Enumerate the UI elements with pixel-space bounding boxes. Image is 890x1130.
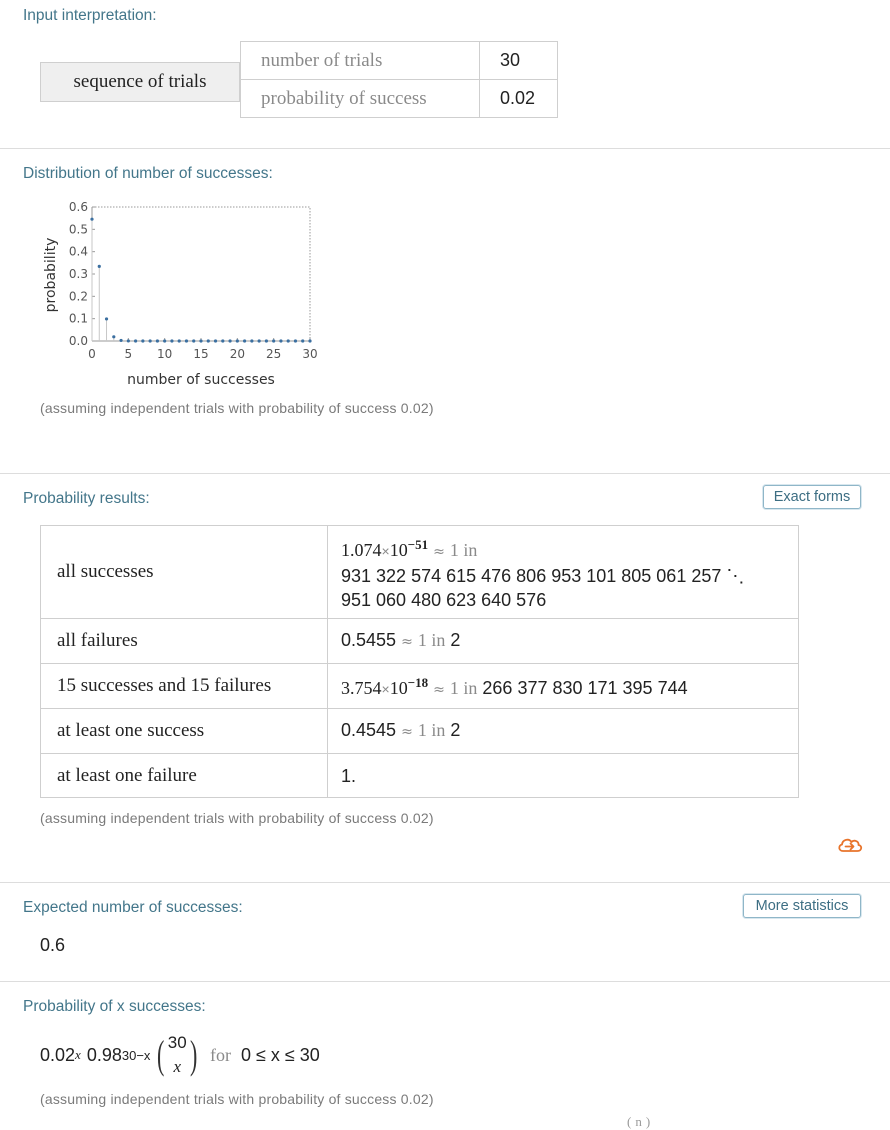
table-row [41, 526, 799, 619]
odds-value: 2 [450, 630, 461, 650]
exponent: x [75, 1047, 81, 1062]
data-point [134, 339, 137, 342]
section-title-expected: Expected number of successes: [23, 899, 243, 916]
y-tick-label: 0.6 [68, 200, 88, 214]
result-value-line: 951 060 480 623 640 576 [341, 589, 547, 610]
assumption-note: (assuming independent trials with probability of success 0.02) [40, 810, 434, 826]
data-point [258, 339, 261, 342]
y-tick-label: 0.4 [68, 244, 88, 259]
result-value [328, 709, 799, 754]
mantissa: 1.074 [341, 539, 382, 560]
data-point [192, 339, 195, 342]
x-tick-label: 10 [157, 347, 173, 361]
y-tick-label: 0.3 [68, 267, 88, 281]
result-value [328, 664, 799, 709]
param-label: probability of success [241, 80, 480, 118]
data-point [105, 317, 108, 320]
data-point [185, 339, 188, 342]
result-label: 15 successes and 15 failures [41, 664, 328, 709]
for-text: for [210, 1044, 232, 1065]
data-point [243, 339, 246, 342]
data-point [221, 339, 224, 342]
data-point [214, 339, 217, 342]
x-tick-label: 15 [193, 347, 209, 361]
table-row [41, 664, 799, 709]
data-point [149, 339, 152, 342]
sequence-of-trials-label: sequence of trials [40, 62, 240, 102]
section-title-pdf: Probability of x successes: [23, 998, 206, 1015]
y-tick-label: 0.5 [68, 222, 88, 237]
base: 10 [389, 539, 408, 560]
data-point [141, 339, 144, 342]
mantissa: 3.754 [341, 677, 382, 698]
data-point [178, 339, 181, 342]
base: 10 [389, 677, 408, 698]
approx-sign: ≈ [401, 724, 413, 740]
one-in-text: 1 in [449, 539, 478, 560]
value-text: 0.5455 [341, 630, 397, 650]
data-point [272, 339, 275, 342]
cloud-upload-icon[interactable] [836, 835, 864, 855]
approx-sign: ≈ [433, 681, 445, 698]
pdf-formula [40, 1030, 320, 1080]
divider [0, 981, 890, 982]
result-value: 1. [328, 754, 799, 798]
param-value: 0.02 [480, 80, 558, 118]
data-point [90, 218, 93, 221]
divider [0, 148, 890, 149]
y-tick-label: 0.2 [68, 289, 88, 304]
odds-value: 2 [450, 720, 461, 740]
binomial-coefficient [154, 1031, 200, 1079]
data-point [236, 339, 239, 342]
y-tick-label: 0.0 [68, 334, 88, 348]
result-label: all successes [41, 526, 328, 619]
clipped-content: (n) [627, 1114, 655, 1129]
binom-bottom: x [173, 1057, 181, 1076]
y-tick-label: 0.1 [68, 311, 88, 326]
data-point [250, 339, 253, 342]
data-point [112, 335, 115, 338]
assumption-note: (assuming independent trials with probability of success 0.02) [40, 400, 434, 416]
data-point [127, 339, 130, 342]
x-tick-label: 0 [88, 347, 96, 361]
assumption-note: (assuming independent trials with probability of success 0.02) [40, 1091, 434, 1107]
one-in-text: 1 in [449, 677, 478, 698]
probability-results-table [40, 525, 799, 798]
table-row [41, 754, 799, 798]
paren: ( [157, 1032, 165, 1077]
value-text: 0.4545 [341, 720, 397, 740]
x-axis-label: number of successes [127, 372, 275, 388]
section-title-results: Probability results: [23, 490, 150, 507]
table-row [41, 619, 799, 664]
data-point [156, 339, 159, 342]
one-in-text: 1 in [417, 630, 446, 650]
data-point [279, 339, 282, 342]
expected-value: 0.6 [40, 935, 66, 955]
approx-sign: ≈ [433, 543, 445, 560]
data-point [119, 339, 122, 342]
x-tick-label: 20 [229, 347, 245, 361]
exponent: −51 [407, 536, 429, 552]
exponent: 30−x [121, 1047, 151, 1063]
param-value: 30 [480, 42, 558, 80]
binom-top: 30 [167, 1033, 187, 1052]
data-point [170, 339, 173, 342]
x-tick-label: 30 [302, 347, 318, 361]
base-term: 0.02 [40, 1044, 76, 1065]
one-in-text: 1 in [417, 720, 446, 740]
data-point [199, 339, 202, 342]
data-point [163, 339, 166, 342]
section-title-distribution: Distribution of number of successes: [23, 165, 273, 182]
table-row [241, 42, 558, 80]
approx-sign: ≈ [401, 634, 413, 650]
data-point [207, 339, 210, 342]
result-value-line: 931 322 574 615 476 806 953 101 805 061 257 ⋱ [341, 565, 745, 586]
y-axis-label: probability [43, 237, 59, 313]
odds-value: 266 377 830 171 395 744 [482, 677, 688, 698]
x-tick-label: 5 [124, 347, 133, 361]
data-point [265, 339, 268, 342]
result-label: all failures [41, 619, 328, 664]
result-value [328, 619, 799, 664]
binomial-stack [168, 1031, 187, 1079]
exact-forms-button[interactable]: Exact forms [763, 485, 861, 509]
plot-frame [92, 207, 310, 341]
condition: 0 ≤ x ≤ 30 [241, 1044, 320, 1065]
result-label: at least one failure [41, 754, 328, 798]
data-point [228, 339, 231, 342]
distribution-chart [30, 195, 330, 395]
x-tick-label: 25 [266, 347, 282, 361]
divider [0, 473, 890, 474]
data-point [301, 339, 304, 342]
table-row [41, 709, 799, 754]
data-point [294, 339, 297, 342]
table-row [241, 80, 558, 118]
paren: ) [189, 1032, 198, 1077]
data-point [308, 339, 311, 342]
base-term: 0.98 [86, 1044, 122, 1065]
section-title-input: Input interpretation: [23, 7, 157, 24]
param-label: number of trials [241, 42, 480, 80]
times-sign: × [381, 542, 390, 559]
result-value [328, 526, 799, 619]
result-label: at least one success [41, 709, 328, 754]
times-sign: × [381, 680, 390, 697]
input-parameters-table [240, 41, 558, 118]
data-point [287, 339, 290, 342]
more-statistics-button[interactable]: More statistics [743, 894, 861, 918]
data-point [98, 265, 101, 268]
exponent: −18 [407, 674, 429, 690]
divider [0, 882, 890, 883]
